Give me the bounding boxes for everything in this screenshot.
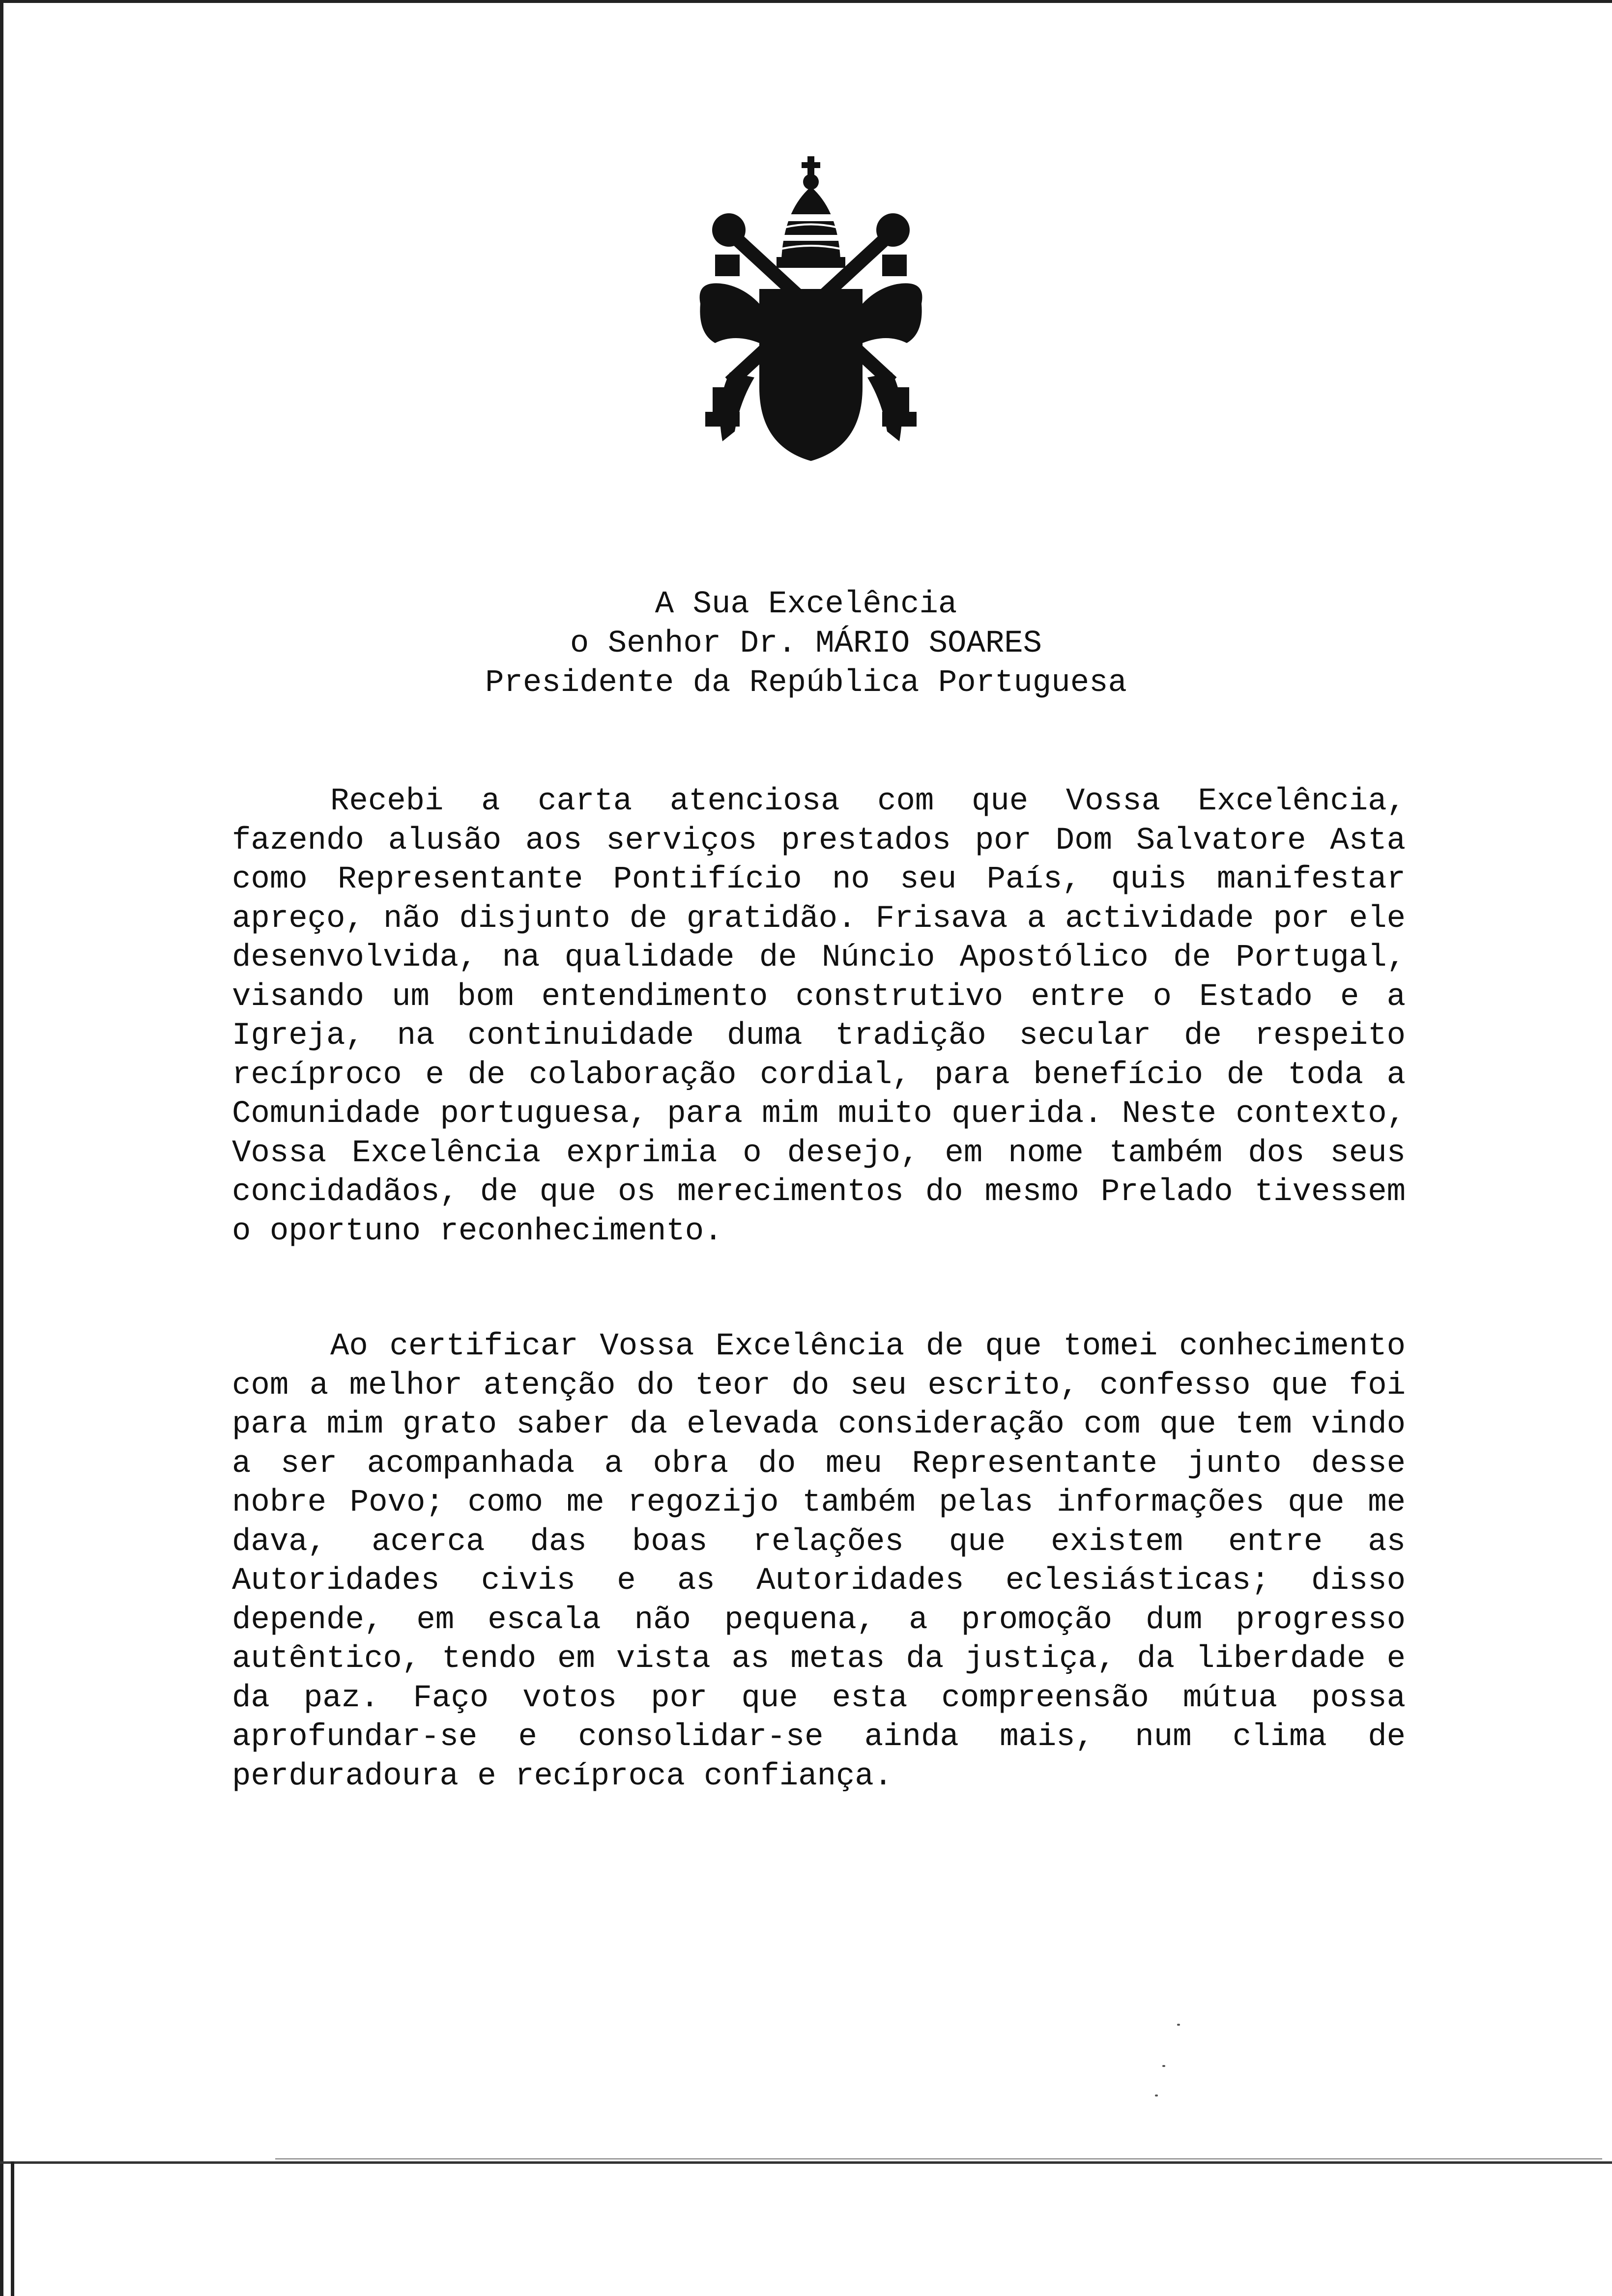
- address-line-name: o Senhor Dr. MÁRIO SOARES: [570, 626, 1042, 661]
- scan-speck: [1177, 2024, 1180, 2026]
- letter-paragraph-2: Ao certificar Vossa Excelência de que tomei conhecimento com a melhor atenção do teor do seu escrito, confesso que foi para mim grato saber da elevada consideração com que tem vindo a ser acompanhada a obra do meu Representante junto desse nobre Povo; como me regozijo também pelas informações que me dava, acerca das boas relações que existem entre as Autoridades civis e as Autoridades eclesiásticas; disso depende, em escala não pequena, a promoção dum progresso autêntico, tendo em vista as metas da justiça, da liberdade e da paz. Faço votos por que esta compreensão mútua possa aprofundar-se e consolidar-se ainda mais, num clima de perduradoura e recíproca confiança.: [232, 1329, 1406, 1794]
- letter-paragraph-1: Recebi a carta atenciosa com que Vossa Excelência, fazendo alusão aos serviços prestados por Dom Salvatore Asta como Representante Pontifício no seu País, quis manifestar apreço, não disjunto de gratidão. Frisava a actividade por ele desenvolvida, na qualidade de Núncio Apostólico de Portugal, visando um bom entendimento construtivo entre o Estado e a Igreja, na continuidade duma tradição secular de respeito recíproco e de colaboração cordial, para benefício de toda a Comunidade portuguesa, para mim muito querida. Neste contexto, Vossa Excelência exprimia o desejo, em nome também dos seus concidadãos, de que os merecimentos do mesmo Prelado tivessem o oportuno reconhecimento.: [232, 784, 1406, 1249]
- address-line-office: Presidente da República Portuguesa: [485, 665, 1127, 701]
- scan-edge-left: [0, 0, 3, 2296]
- scan-speck: [1162, 2065, 1165, 2067]
- address-line-title: A Sua Excelência: [655, 587, 957, 622]
- scan-line-bottom-faint: [275, 2158, 1602, 2159]
- scan-speck: [1155, 2095, 1158, 2096]
- recipient-address: [0, 585, 1612, 703]
- scan-left-bracket: [11, 2161, 14, 2296]
- papal-coat-of-arms-icon: [686, 156, 936, 461]
- scan-line-bottom: [0, 2161, 1612, 2164]
- scan-edge-top: [0, 0, 1612, 3]
